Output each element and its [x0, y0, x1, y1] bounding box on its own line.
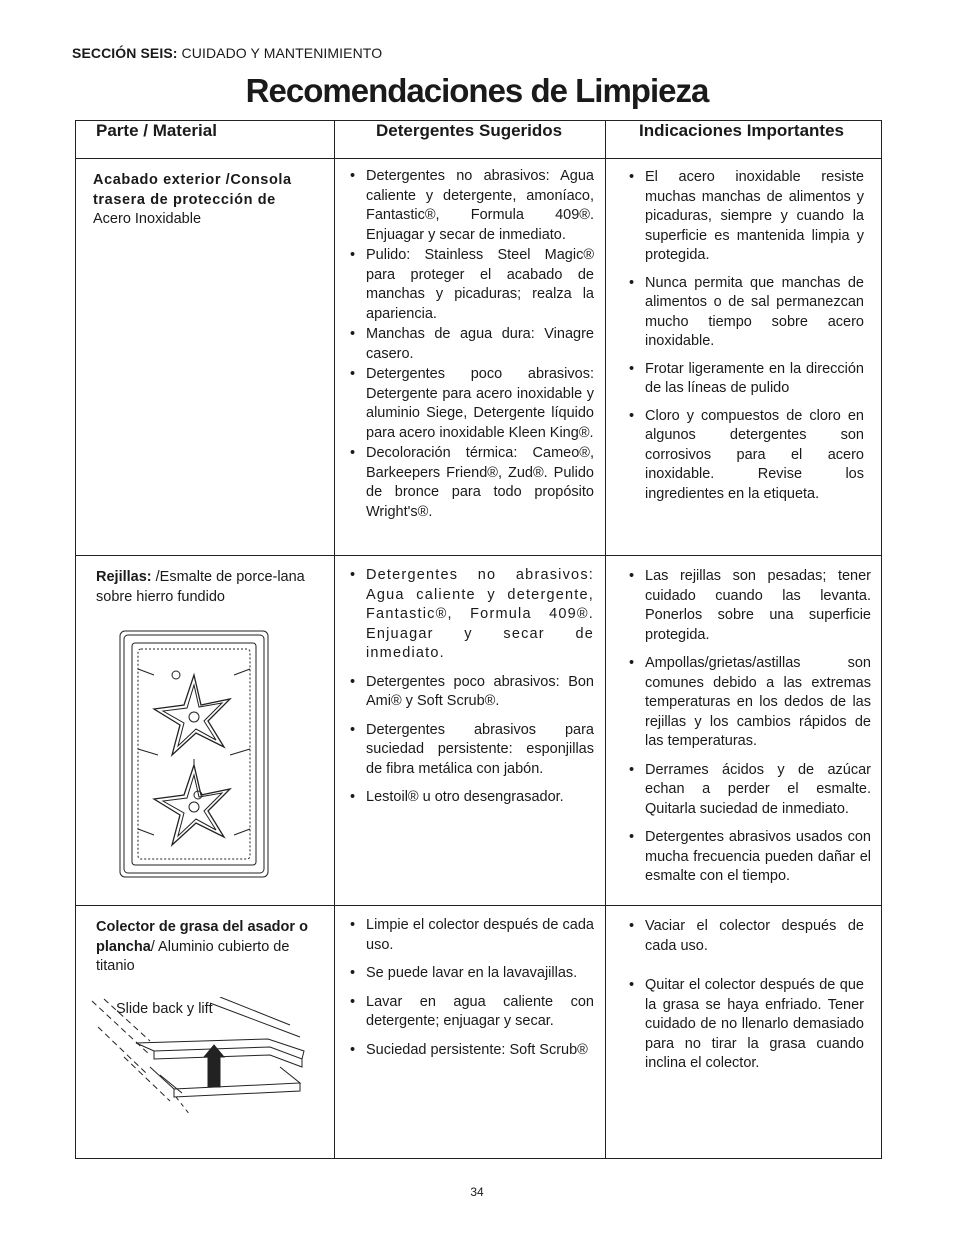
- section-label: [72, 45, 382, 61]
- detergents-list: [347, 167, 594, 522]
- list-item: • Limpie el colector después de cada uso.: [347, 916, 594, 955]
- notes-list: [626, 917, 864, 1074]
- table-row: [76, 906, 882, 1159]
- notes-cell: [606, 906, 882, 1159]
- table-row: [76, 556, 882, 906]
- notes-list: [626, 567, 871, 887]
- list-item: • Vaciar el colector después de cada uso.: [626, 917, 864, 956]
- material-detail: Acero Inoxidable: [93, 211, 202, 227]
- column-header-part: Parte / Material: [76, 121, 335, 159]
- list-item: • Frotar ligeramente en la dirección de las líneas de pulido: [626, 360, 864, 399]
- material-name: Acabado exterior /Consola trasera de protección de: [93, 172, 292, 208]
- detergents-list: [347, 566, 594, 808]
- material-cell: [76, 906, 335, 1159]
- list-item: • Manchas de agua dura: Vinagre casero.: [347, 325, 594, 364]
- list-item: • Lestoil® u otro desengrasador.: [347, 788, 594, 808]
- section-label-bold: SECCIÓN SEIS:: [72, 45, 178, 61]
- list-item: • Detergentes abrasivos usados con mucha frecuencia pueden dañar el esmalte con el tiempo.: [626, 828, 871, 887]
- figure-caption: Slide back y lift: [116, 1000, 213, 1017]
- list-item: • El acero inoxidable resiste muchas manchas de alimentos y picaduras, siempre y cuando la superficie es mantenida limpia y protegida.: [626, 168, 864, 266]
- material-detail: / Aluminio cubierto de titanio: [96, 938, 290, 974]
- column-header-notes: Indicaciones Importantes: [606, 121, 882, 159]
- list-item: • Cloro y compuestos de cloro en algunos detergentes son corrosivos para el acero inoxidable. Revise los ingredientes en la etiqueta.: [626, 407, 864, 505]
- material-cell: [76, 556, 335, 906]
- page-number: 34: [470, 1185, 484, 1199]
- material-name: Colector de grasa del asador o plancha: [96, 919, 308, 955]
- list-item: • Las rejillas son pesadas; tener cuidado cuando las levanta. Ponerlos sobre una superficie protegida.: [626, 567, 871, 645]
- list-item: • Se puede lavar en la lavavajillas.: [347, 964, 594, 984]
- list-item: • Detergentes poco abrasivos: Detergente para acero inoxidable y aluminio Siege, Detergente líquido para acero inoxidable Kleen King®.: [347, 365, 594, 443]
- table-row: [76, 159, 882, 556]
- list-item: • Pulido: Stainless Steel Magic® para proteger el acabado de manchas y picaduras; realza la apariencia.: [347, 246, 594, 324]
- grease-collector-illustration: [90, 997, 322, 1132]
- notes-cell: [606, 556, 882, 906]
- list-item: • Nunca permita que manchas de alimentos o de sal permanezcan mucho tiempo sobre acero inoxidable.: [626, 274, 864, 352]
- list-item: • Ampollas/grietas/astillas son comunes debido a las extremas temperaturas en los dedos de las rejillas y los cambios rápidos de las temperaturas.: [626, 654, 871, 752]
- list-item: • Detergentes no abrasivos: Agua caliente y detergente, Fantastic®, Formula 409®. Enjuagar y secar de inmediato.: [347, 566, 594, 664]
- detergents-cell: [335, 556, 606, 906]
- grate-drawing: [118, 629, 270, 881]
- detergents-cell: [335, 906, 606, 1159]
- notes-cell: [606, 159, 882, 556]
- list-item: • Lavar en agua caliente con detergente; enjuagar y secar.: [347, 993, 594, 1032]
- list-item: • Derrames ácidos y de azúcar echan a perder el esmalte. Quitarla suciedad de inmediato.: [626, 761, 871, 820]
- grate-illustration: [118, 629, 322, 888]
- list-item: • Suciedad persistente: Soft Scrub®: [347, 1041, 594, 1061]
- detergents-cell: [335, 159, 606, 556]
- list-item: • Detergentes no abrasivos: Agua caliente y detergente, amoníaco, Fantastic®, Formula 409®. Enjuagar y secar de inmediato.: [347, 167, 594, 245]
- column-header-detergents: Detergentes Sugeridos: [335, 121, 606, 159]
- material-detail: /Esmalte de porce-lana sobre hierro fundido: [96, 569, 305, 605]
- list-item: • Decoloración térmica: Cameo®, Barkeepers Friend®, Zud®. Pulido de bronce para todo propósito Wright's®.: [347, 444, 594, 522]
- detergents-list: [347, 916, 594, 1060]
- material-name: Rejillas:: [96, 569, 152, 585]
- table-header-row: [76, 121, 882, 159]
- list-item: • Quitar el colector después de que la grasa se haya enfriado. Tener cuidado de no llenarlo demasiado para no tirar la grasa cuando inclina el colector.: [626, 976, 864, 1074]
- list-item: • Detergentes abrasivos para suciedad persistente: esponjillas de fibra metálica con jabón.: [347, 721, 594, 780]
- section-label-text: CUIDADO Y MANTENIMIENTO: [177, 45, 383, 61]
- material-cell: [76, 159, 335, 556]
- cleaning-table: [75, 120, 882, 1159]
- notes-list: [626, 168, 864, 504]
- page-title: Recomendaciones de Limpieza: [245, 72, 709, 109]
- list-item: • Detergentes poco abrasivos: Bon Ami® y Soft Scrub®.: [347, 673, 594, 712]
